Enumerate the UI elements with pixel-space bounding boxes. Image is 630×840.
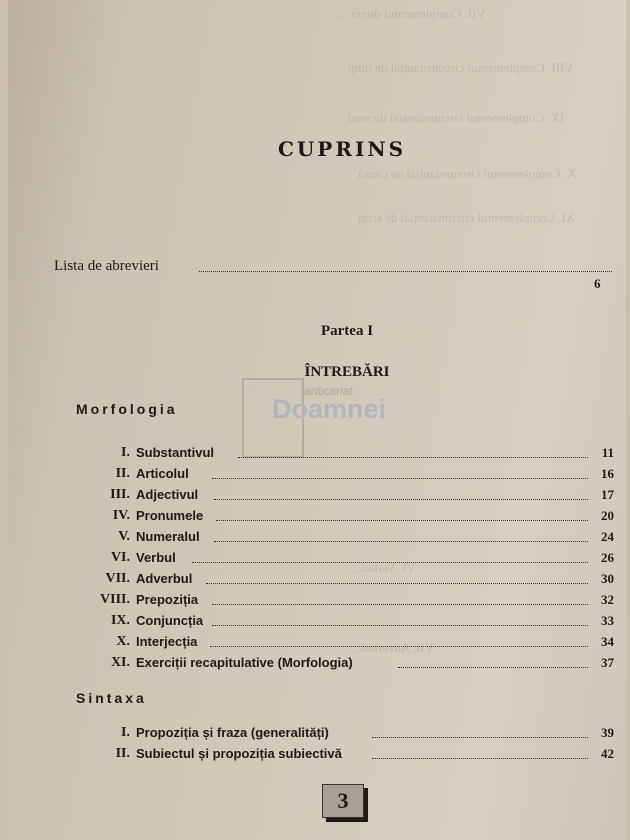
toc-entry-page: 26	[601, 550, 614, 565]
toc-entry-page: 17	[601, 487, 614, 502]
toc-entry-number: X.	[116, 634, 130, 649]
dot-leader	[199, 271, 612, 272]
toc-entry-title: Prepoziția	[136, 592, 199, 607]
toc-entry	[48, 746, 614, 764]
toc-entry-title: Substantivul	[136, 445, 215, 460]
toc-entry-number: VII.	[105, 571, 130, 586]
toc-entry	[48, 655, 614, 673]
dot-leader	[212, 625, 588, 626]
abbreviations-label: Lista de abrevieri	[54, 258, 159, 274]
toc-entry	[48, 634, 614, 652]
bleed-through-text: IX. Complementul circumstanțial de mod	[348, 110, 565, 125]
toc-entry-title: Propoziția și fraza (generalități)	[136, 725, 329, 740]
section-heading-sintaxa: Sintaxa	[76, 690, 147, 706]
page-title: CUPRINS	[277, 137, 407, 161]
toc-entry	[48, 725, 614, 743]
toc-entry-number: III.	[110, 487, 130, 502]
toc-entry	[48, 487, 614, 505]
toc-entry-title: Articolul	[136, 466, 189, 481]
toc-entry	[48, 550, 614, 568]
part-subtitle: ÎNTREBĂRI	[304, 364, 390, 380]
toc-entry	[48, 529, 614, 547]
watermark-brand-text: Doamnei	[272, 394, 387, 424]
abbreviations-entry	[54, 258, 612, 276]
toc-entry-number: II.	[115, 746, 130, 761]
toc-entry-page: 42	[601, 746, 614, 761]
toc-entry-number: IV.	[112, 508, 130, 523]
section-heading-morfologia: Morfologia	[76, 401, 178, 417]
toc-entry-number: V.	[118, 529, 130, 544]
dot-leader	[212, 604, 588, 605]
toc-entry-number: IX.	[110, 613, 130, 628]
toc-entry-page: 30	[601, 571, 614, 586]
toc-entry	[48, 592, 614, 610]
dot-leader	[216, 520, 588, 521]
toc-entry-number: VI.	[110, 550, 130, 565]
toc-entry-title: Adjectivul	[136, 487, 199, 502]
dot-leader	[372, 737, 588, 738]
dot-leader	[372, 758, 588, 759]
toc-entry-title: Exerciții recapitulative (Morfologia)	[136, 655, 353, 670]
toc-entry-page: 24	[601, 529, 614, 544]
toc-entry-title: Conjuncția	[136, 613, 204, 628]
dot-leader	[214, 499, 588, 500]
toc-entry-page: 16	[601, 466, 614, 481]
dot-leader	[212, 478, 588, 479]
toc-entry-title: Interjecția	[136, 634, 198, 649]
toc-entry-number: II.	[115, 466, 130, 481]
bleed-through-text: VII. Adverbul ...	[348, 640, 434, 655]
toc-entry	[48, 445, 614, 463]
toc-entry-number: VIII.	[100, 592, 130, 607]
toc-entry-number: I.	[121, 725, 130, 740]
toc-entry-page: 32	[601, 592, 614, 607]
toc-entry-title: Verbul	[136, 550, 176, 565]
dot-leader	[238, 457, 588, 458]
toc-entry-page: 11	[601, 445, 614, 460]
toc-entry-title: Numeralul	[136, 529, 200, 544]
dot-leader	[206, 583, 588, 584]
toc-entry-title: Adverbul	[136, 571, 193, 586]
toc-entry-number: XI.	[110, 655, 130, 670]
abbreviations-page: 6	[594, 276, 601, 291]
toc-entry-page: 39	[601, 725, 614, 740]
bleed-through-text: X. Complementul circumstanțial de cauză	[358, 166, 577, 181]
book-page	[8, 0, 626, 840]
dot-leader	[210, 646, 588, 647]
bleed-through-text: VIII. Complementul circumstanțial de timp	[348, 60, 574, 75]
bleed-through-text: VI. Verbul ...	[348, 560, 416, 575]
toc-entry	[48, 613, 614, 631]
toc-entry	[48, 508, 614, 526]
toc-entry-page: 37	[601, 655, 614, 670]
part-heading: Partea I	[320, 323, 374, 339]
bleed-through-text: VII. Complementul direct ...	[338, 6, 486, 21]
toc-entry	[48, 571, 614, 589]
toc-entry-title: Subiectul și propoziția subiectivă	[136, 746, 342, 761]
toc-entry-page: 33	[601, 613, 614, 628]
dot-leader	[192, 562, 588, 563]
toc-entry	[48, 466, 614, 484]
toc-entry-page: 20	[601, 508, 614, 523]
page-number: 3	[322, 784, 364, 818]
dot-leader	[398, 667, 588, 668]
toc-entry-page: 34	[601, 634, 614, 649]
toc-entry-title: Pronumele	[136, 508, 204, 523]
toc-entry-number: I.	[121, 445, 130, 460]
bleed-through-text: XI. Complementul circumstanțial de scop	[358, 210, 575, 225]
watermark-small-text: anticariat	[304, 384, 353, 398]
dot-leader	[214, 541, 588, 542]
